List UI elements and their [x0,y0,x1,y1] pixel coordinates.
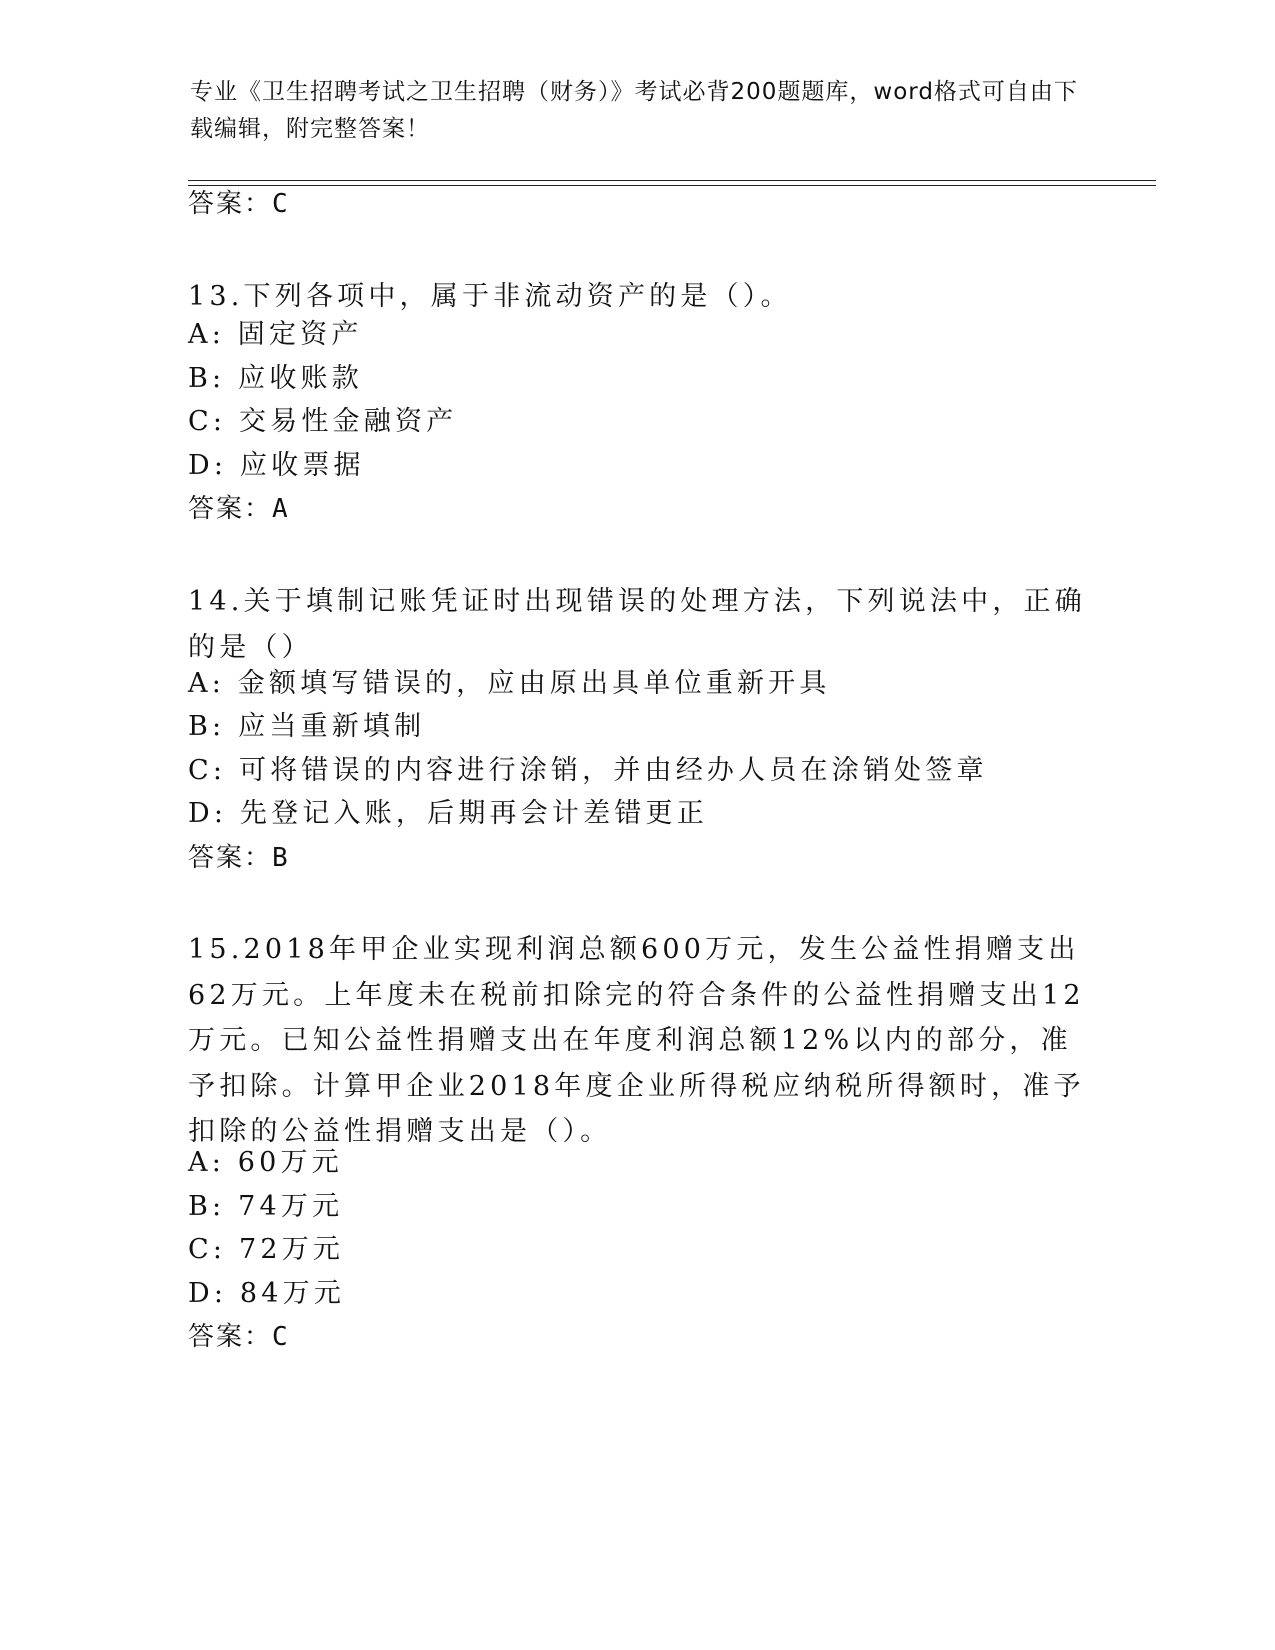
answer-label: 答案： [188,1322,273,1352]
question-13-option-c: C: 交易性金融资产 [188,406,458,437]
answer-value: A [272,494,290,524]
question-13-option-b: B: 应收账款 [188,363,363,394]
question-13-option-d: D: 应收票据 [188,450,365,481]
question-14-option-d: D: 先登记入账，后期再会计差错更正 [188,798,708,829]
question-14-answer [188,840,290,876]
question-15-option-d: D: 84万元 [188,1278,346,1309]
answer-value: B [272,843,290,873]
answer-label: 答案： [188,189,273,219]
question-13-answer [188,491,290,527]
answer-label: 答案： [188,843,273,873]
question-14-option-b: B: 应当重新填制 [188,711,426,742]
question-15-option-b: B: 74万元 [188,1191,344,1222]
question-14-option-c: C: 可将错误的内容进行涂销，并由经办人员在涂销处签章 [188,755,988,786]
question-13-option-a: A: 固定资产 [188,319,363,350]
question-14-option-a: A: 金额填写错误的，应由原出具单位重新开具 [188,668,831,699]
answer-prev [188,186,290,222]
question-15-answer [188,1319,290,1355]
answer-value: C [272,189,290,219]
document-header: 专业《卫生招聘考试之卫生招聘（财务）》考试必背200题题库，word格式可自由下载编辑，附完整答案！ [190,79,1078,142]
question-15-option-c: C: 72万元 [188,1234,345,1265]
header-divider-top [188,180,1156,181]
question-13-text: 13.下列各项中，属于非流动资产的是（）。 [188,281,792,312]
question-15-text: 15.2018年甲企业实现利润总额600万元，发生公益性捐赠支出62万元。上年度未在税前扣除完的符合条件的公益性捐赠支出12万元。已知公益性捐赠支出在年度利润总额12%以内的部分，准予扣除。计算甲企业2018年度企业所得税应纳税所得额时，准予扣除的公益性捐赠支出是（）。 [188,934,1085,1147]
answer-label: 答案： [188,494,273,524]
header-divider-bottom [188,185,1156,186]
answer-value: C [272,1322,290,1352]
question-15-option-a: A: 60万元 [188,1147,343,1178]
question-14-text: 14.关于填制记账凭证时出现错误的处理方法，下列说法中，正确的是（） [188,586,1086,663]
